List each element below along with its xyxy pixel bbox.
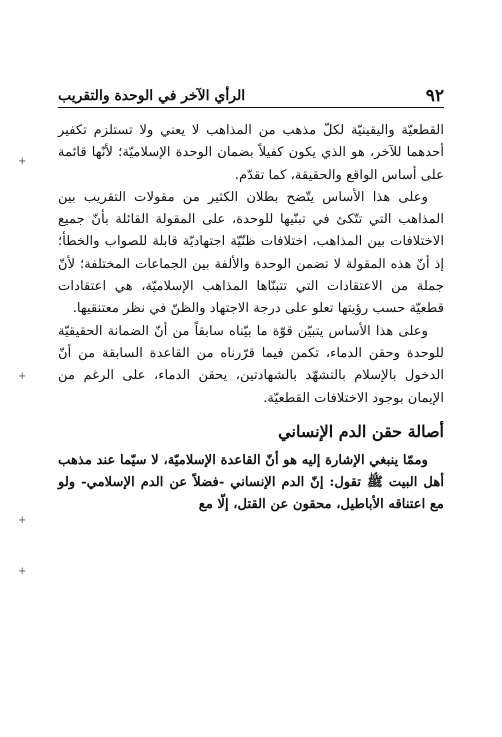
section-heading: أصالة حقن الدم الإنساني [278, 421, 444, 441]
page-number: ٩٢ [425, 86, 444, 106]
header-rule [58, 107, 444, 108]
body-paragraph: وعلى هذا الأساس يتبيّن قوّة ما بيّناه سابقاً من أنّ الضمانة الحقيقيّة للوحدة وحقن الدماء، تكمن فيما قرّرناه من القاعدة السابقة من أنّ الدخول بالإسلام بالتشهّد بالشهادتين، يحقن الدماء، على الرغم من الإيمان بوجود الاختلافات القطعيّة. [58, 323, 444, 406]
page-body [58, 120, 444, 517]
body-paragraph: وممّا ينبغي الإشارة إليه هو أنّ القاعدة الإسلاميّة، لا سيّما عند مذهب أهل البيت ﷺ تقول: إنّ الدم الإنساني -فضلاً عن الدم الإسلامي- ولو مع اعتناقه الأباطيل، محقون عن القتل، إلّا مع [58, 452, 444, 513]
body-paragraph: القطعيّة واليقينيّة لكلّ مذهب من المذاهب لا يعني ولا تستلزم تكفير أحدهما للآخر، هو الذي يكون كفيلاً بضمان الوحدة الإسلاميّة؛ لأنّها قائمة على أساس الواقع والحقيقة، كما تقدّم. [58, 123, 444, 183]
body-paragraph: وعلى هذا الأساس يتّضح بطلان الكثير من مقولات التقريب بين المذاهب التي تتّكئ في تبنّيها للوحدة، على المقولة القائلة بأنّ جميع الاختلافات بين المذاهب، اختلافات ظنّيّة اجتهاديّة قابلة للصواب والخطأ؛ إذ أنّ هذه المقولة لا تضمن الوحدة والألفة بين الجماعات المختلفة؛ لأنّ جملة من الاعتقادات التي تتبنّاها المذاهب الإسلاميّة، هي اعتقادات قطعيّة حسب رؤيتها تعلو على درجة الاجتهاد والظنّ في نظر معتنقيها. [58, 189, 444, 317]
margin-mark: + [18, 515, 27, 526]
page-header [58, 84, 444, 106]
margin-mark: + [18, 371, 27, 382]
running-title: الرأي الآخر في الوحدة والتقريب [58, 88, 246, 104]
margin-mark: + [18, 156, 27, 167]
margin-mark: + [18, 566, 27, 577]
